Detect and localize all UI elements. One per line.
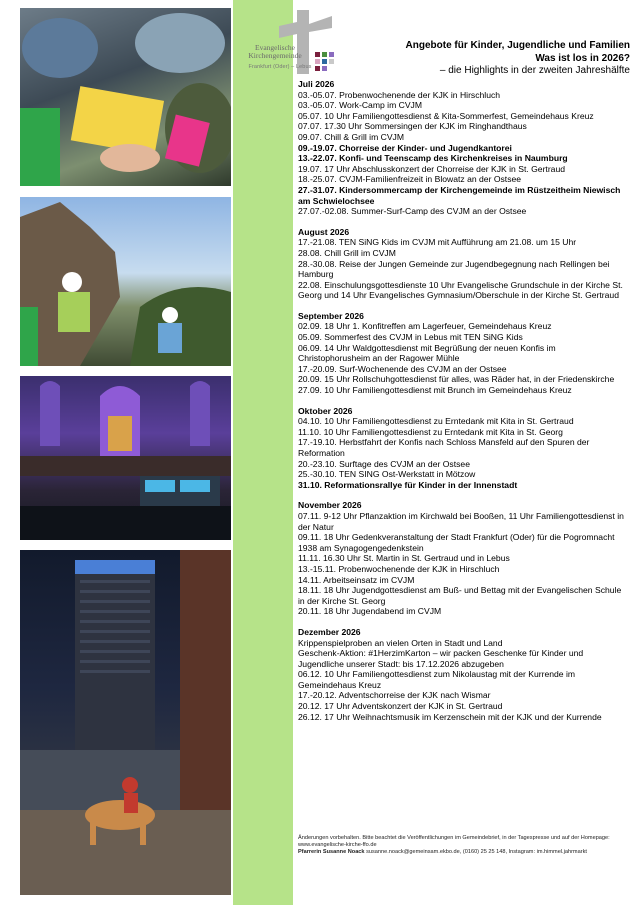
header-question: Was ist los in 2026?: [535, 52, 630, 64]
logo-name: [240, 44, 310, 60]
event-entry: 27.09. 10 Uhr Familiengottesdienst mit Brunch im Gemeindehaus Kreuz: [298, 385, 572, 396]
climbing-illustration: [20, 197, 231, 366]
event-entry: 14.11. Arbeitseinsatz im CVJM: [298, 574, 415, 585]
month-title-november: November 2026: [298, 500, 362, 511]
month-title-september: September 2026: [298, 310, 364, 321]
month-title-juli: Juli 2026: [298, 79, 335, 89]
event-entry: 28.08. Chill Grill im CVJM: [298, 247, 396, 258]
event-entry: 03.-05.07. Probenwochenende der KJK in Hirschluch: [298, 89, 501, 100]
event-entry-highlight: 27.-31.07. Kindersommercamp der Kirchengemeinde im Rüstzeitheim Niewisch am Schwielochsee: [298, 184, 621, 206]
contact-details: susanne.noack@gemeinsam.ekbo.de, (0160) 25 25 148, Instagram: im.himmel.jahrmarkt: [364, 849, 587, 856]
event-entry: 02.09. 18 Uhr 1. Konfitreffen am Lagerfeuer, Gemeindehaus Kreuz: [298, 321, 552, 332]
event-entry: 17.-20.09. Surf-Wochenende des CVJM an der Ostsee: [298, 363, 507, 374]
event-entry: 17.-19.10. Herbstfahrt der Konfis nach Schloss Mansfeld auf den Spuren der Reformation: [298, 437, 590, 458]
event-entry: 19.07. 17 Uhr Abschlusskonzert der Chorreise der KJK in St. Gertraud: [298, 163, 566, 174]
photo-oderturm-pony: [20, 550, 231, 895]
month-title-august: August 2026: [298, 226, 350, 237]
month-title-dezember: Dezember 2026: [298, 626, 361, 637]
event-entry: 11.11. 16.30 Uhr St. Martin in St. Gertraud und in Lebus: [298, 553, 510, 564]
event-entry: 03.-05.07. Work-Camp im CVJM: [298, 100, 423, 111]
month-title-oktober: Oktober 2026: [298, 405, 353, 416]
events-list: [298, 79, 628, 722]
logo-name-line2: Kirchengemeinde: [248, 51, 302, 60]
logo-subtitle: Frankfurt (Oder) – Lebus: [248, 64, 312, 70]
header-title: Angebote für Kinder, Jugendliche und Familien: [405, 40, 630, 51]
event-entry: 06.12. 10 Uhr Familiengottesdienst zum Nikolaustag mit der Kurrende im Gemeindehaus Kreuz: [298, 669, 576, 690]
tower-illustration: [20, 550, 231, 895]
event-entry: 18.-25.07. CVJM-Familienfreizeit in Blowatz an der Ostsee: [298, 174, 522, 185]
event-entry: 07.07. 17.30 Uhr Sommersingen der KJK im Ringhandthaus: [298, 121, 527, 132]
event-entry: 05.09. Sommerfest des CVJM in Lebus mit TEN SiNG Kids: [298, 332, 523, 343]
event-entry: 20.09. 15 Uhr Rollschuhgottesdienst für alles, was Räder hat, in der Friedenskirche: [298, 374, 615, 385]
photo-climbing-rocks: [20, 197, 231, 366]
contact-name: Pfarrerin Susanne Noack: [298, 849, 365, 856]
green-accent-band: [233, 0, 293, 905]
event-entry: Krippenspielproben an vielen Orten in Stadt und Land: [298, 637, 503, 648]
page-footer: [298, 835, 633, 857]
event-entry: 07.11. 9-12 Uhr Pflanzaktion im Kirchwald bei Booßen, 11 Uhr Familiengottesdienst in der Natur: [298, 510, 624, 532]
event-entry-highlight: 31.10. Reformationsrallye für Kinder in der Innenstadt: [298, 479, 518, 490]
event-entry-highlight: 09.-19.07. Chorreise der Kinder- und Jugendkantorei: [298, 142, 512, 153]
event-entry: 17.-20.12. Adventschorreise der KJK nach Wismar: [298, 690, 491, 701]
event-entry: 20.11. 18 Uhr Jugendabend im CVJM: [298, 606, 442, 617]
event-entry: 20.12. 17 Uhr Adventskonzert der KJK in St. Gertraud: [298, 701, 503, 712]
event-entry: 09.11. 18 Uhr Gedenkveranstaltung der Stadt Frankfurt (Oder) für die Pogromnacht 1938 am Synagogengedenkstein: [298, 532, 615, 553]
event-entry: 28.-30.08. Reise der Jungen Gemeinde zur Jugendbegegnung nach Rellingen bei Hamburg: [298, 258, 610, 280]
event-entry: 27.07.-02.08. Summer-Surf-Camp des CVJM an der Ostsee: [298, 206, 527, 217]
footer-contact: [298, 849, 633, 856]
photo-youth-group-cards: [20, 8, 231, 186]
event-entry: 20.-23.10. Surftage des CVJM an der Ostsee: [298, 458, 470, 469]
event-entry: 22.08. Einschulungsgottesdienste 10 Uhr Evangelische Grundschule in der Kirche St. Georg und 14 Uhr Evangelisches Gymnasium/Oberschule in der Kirche St. Gertraud: [298, 279, 623, 301]
page-header: [330, 40, 630, 78]
event-entry: 04.10. 10 Uhr Familiengottesdienst zu Erntedank mit Kita in St. Gertraud: [298, 416, 574, 427]
event-entry: 17.-21.08. TEN SiNG Kids im CVJM mit Aufführung am 21.08. um 15 Uhr: [298, 237, 577, 248]
event-entry-highlight: 13.-22.07. Konfi- und Teenscamp des Kirchenkreises in Naumburg: [298, 153, 568, 164]
event-entry: 13.-15.11. Probenwochenende der KJK in Hirschluch: [298, 563, 500, 574]
event-entry: 25.-30.10. TEN SING Ost-Werkstatt in Mötzow: [298, 469, 476, 480]
event-entry: 26.12. 17 Uhr Weihnachtsmusik im Kerzenschein mit der KJK und der Kurrende: [298, 711, 602, 722]
footer-note: Änderungen vorbehalten. Bitte beachtet die Veröffentlichungen im Gemeindebrief, in der Tagespresse und auf der Homepage: www.evangelische-kirche-ffo.de: [298, 835, 610, 849]
event-entry: 11.10. 10 Uhr Familiengottesdienst zu Erntedank mit Kita in St. Georg: [298, 426, 563, 437]
event-entry: 09.07. Chill & Grill im CVJM: [298, 131, 405, 142]
header-subtitle: – die Highlights in der zweiten Jahreshälfte: [439, 65, 630, 76]
event-entry: Geschenk-Aktion: #1HerzimKarton – wir packen Geschenke für Kinder und Jugendliche unserer Stadt: bis 17.12.2026 abzugeben: [298, 648, 584, 669]
event-entry: 06.09. 14 Uhr Waldgottesdienst mit Begrüßung der neuen Konfis im Christophorusheim an der Ragower Mühle: [298, 342, 556, 364]
youth-group-illustration: [20, 8, 231, 186]
logo-name-line1: Evangelische: [255, 43, 295, 52]
church-illustration: [20, 376, 231, 540]
photo-church-concert: [20, 376, 231, 540]
event-entry: 05.07. 10 Uhr Familiengottesdienst & Kita-Sommerfest, Gemeindehaus Kreuz: [298, 110, 594, 121]
event-entry: 18.11. 18 Uhr Jugendgottesdienst am Buß- und Bettag mit der Evangelischen Schule in der Kirche St. Georg: [298, 585, 622, 606]
